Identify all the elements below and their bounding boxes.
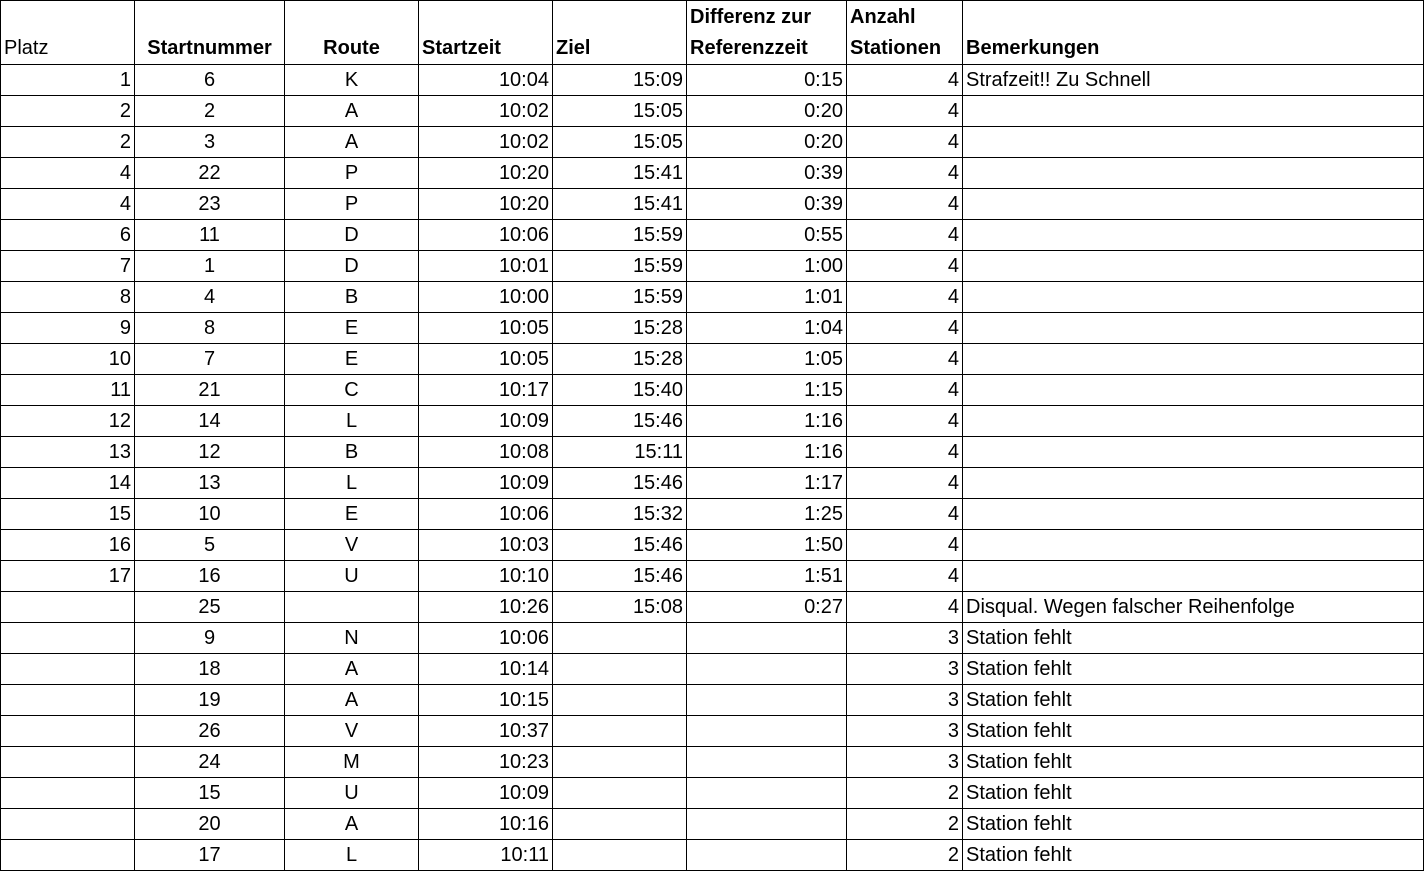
header-differenz-line2: Referenzzeit: [690, 37, 808, 59]
table-body: [1, 65, 1424, 871]
header-row: [1, 1, 1424, 65]
table-row: [1, 375, 1424, 406]
cell-startnummer[interactable]: 13: [135, 468, 285, 499]
cell-route[interactable]: P: [285, 189, 419, 220]
cell-differenz[interactable]: 0:55: [687, 220, 847, 251]
table-row: [1, 220, 1424, 251]
cell-stationen[interactable]: 4: [847, 375, 963, 406]
cell-stationen[interactable]: 4: [847, 282, 963, 313]
cell-platz[interactable]: 2: [1, 96, 135, 127]
cell-differenz[interactable]: [687, 809, 847, 840]
table-row: [1, 251, 1424, 282]
cell-differenz[interactable]: 0:20: [687, 96, 847, 127]
cell-ziel[interactable]: 15:32: [553, 499, 687, 530]
cell-ziel[interactable]: 15:11: [553, 437, 687, 468]
cell-startzeit[interactable]: 10:05: [419, 344, 553, 375]
cell-platz[interactable]: 2: [1, 127, 135, 158]
cell-startzeit[interactable]: 10:20: [419, 189, 553, 220]
cell-stationen[interactable]: 4: [847, 313, 963, 344]
table-row: [1, 530, 1424, 561]
cell-route[interactable]: L: [285, 406, 419, 437]
cell-stationen[interactable]: 4: [847, 65, 963, 96]
cell-bemerkungen[interactable]: Station fehlt: [963, 685, 1424, 716]
cell-route[interactable]: A: [285, 685, 419, 716]
cell-startnummer[interactable]: 25: [135, 592, 285, 623]
cell-ziel[interactable]: 15:46: [553, 406, 687, 437]
cell-differenz[interactable]: 1:01: [687, 282, 847, 313]
cell-bemerkungen[interactable]: [963, 406, 1424, 437]
cell-differenz[interactable]: 1:05: [687, 344, 847, 375]
cell-platz[interactable]: 9: [1, 313, 135, 344]
cell-platz[interactable]: [1, 840, 135, 871]
table-row: [1, 809, 1424, 840]
table-row: [1, 840, 1424, 871]
cell-ziel[interactable]: 15:40: [553, 375, 687, 406]
cell-route[interactable]: M: [285, 747, 419, 778]
cell-startzeit[interactable]: 10:00: [419, 282, 553, 313]
cell-stationen[interactable]: 4: [847, 344, 963, 375]
cell-stationen[interactable]: 4: [847, 592, 963, 623]
table-row: [1, 313, 1424, 344]
cell-bemerkungen[interactable]: Station fehlt: [963, 623, 1424, 654]
cell-route[interactable]: A: [285, 96, 419, 127]
cell-ziel[interactable]: 15:05: [553, 96, 687, 127]
cell-startzeit[interactable]: 10:37: [419, 716, 553, 747]
cell-platz[interactable]: 17: [1, 561, 135, 592]
cell-platz[interactable]: 15: [1, 499, 135, 530]
cell-ziel[interactable]: 15:28: [553, 313, 687, 344]
cell-platz[interactable]: 6: [1, 220, 135, 251]
cell-differenz[interactable]: [687, 716, 847, 747]
cell-bemerkungen[interactable]: [963, 375, 1424, 406]
cell-differenz[interactable]: [687, 623, 847, 654]
cell-platz[interactable]: 12: [1, 406, 135, 437]
cell-startnummer[interactable]: 26: [135, 716, 285, 747]
header-differenz: [687, 1, 847, 65]
cell-platz[interactable]: 14: [1, 468, 135, 499]
cell-startzeit[interactable]: 10:11: [419, 840, 553, 871]
cell-differenz[interactable]: [687, 747, 847, 778]
cell-startzeit[interactable]: 10:02: [419, 127, 553, 158]
cell-route[interactable]: [285, 592, 419, 623]
cell-startzeit[interactable]: 10:20: [419, 158, 553, 189]
cell-ziel[interactable]: 15:59: [553, 282, 687, 313]
cell-stationen[interactable]: 3: [847, 623, 963, 654]
cell-startnummer[interactable]: 22: [135, 158, 285, 189]
cell-differenz[interactable]: [687, 685, 847, 716]
cell-stationen[interactable]: 4: [847, 468, 963, 499]
cell-route[interactable]: A: [285, 809, 419, 840]
cell-bemerkungen[interactable]: Station fehlt: [963, 778, 1424, 809]
cell-ziel[interactable]: 15:09: [553, 65, 687, 96]
cell-stationen[interactable]: 3: [847, 654, 963, 685]
cell-stationen[interactable]: 4: [847, 561, 963, 592]
header-ziel: Ziel: [553, 1, 687, 65]
cell-startnummer[interactable]: 4: [135, 282, 285, 313]
table-row: [1, 592, 1424, 623]
cell-platz[interactable]: 4: [1, 189, 135, 220]
cell-platz[interactable]: [1, 592, 135, 623]
cell-stationen[interactable]: 2: [847, 840, 963, 871]
cell-ziel[interactable]: [553, 840, 687, 871]
table-row: [1, 561, 1424, 592]
cell-bemerkungen[interactable]: [963, 468, 1424, 499]
cell-platz[interactable]: 1: [1, 65, 135, 96]
cell-bemerkungen[interactable]: [963, 189, 1424, 220]
header-startzeit: Startzeit: [419, 1, 553, 65]
cell-differenz[interactable]: 1:04: [687, 313, 847, 344]
table-row: [1, 282, 1424, 313]
cell-ziel[interactable]: 15:05: [553, 127, 687, 158]
cell-platz[interactable]: 13: [1, 437, 135, 468]
cell-startzeit[interactable]: 10:26: [419, 592, 553, 623]
cell-platz[interactable]: 11: [1, 375, 135, 406]
cell-ziel[interactable]: 15:59: [553, 251, 687, 282]
cell-platz[interactable]: 7: [1, 251, 135, 282]
cell-stationen[interactable]: 4: [847, 127, 963, 158]
cell-differenz[interactable]: 0:39: [687, 189, 847, 220]
cell-startzeit[interactable]: 10:23: [419, 747, 553, 778]
cell-startnummer[interactable]: 23: [135, 189, 285, 220]
cell-stationen[interactable]: 4: [847, 499, 963, 530]
cell-route[interactable]: U: [285, 778, 419, 809]
cell-startnummer[interactable]: 17: [135, 840, 285, 871]
cell-startzeit[interactable]: 10:06: [419, 499, 553, 530]
cell-platz[interactable]: [1, 778, 135, 809]
cell-startzeit[interactable]: 10:17: [419, 375, 553, 406]
cell-bemerkungen[interactable]: Station fehlt: [963, 840, 1424, 871]
cell-stationen[interactable]: 4: [847, 406, 963, 437]
header-differenz-line1: Differenz zur: [690, 6, 812, 28]
cell-ziel[interactable]: 15:46: [553, 530, 687, 561]
header-startnummer: Startnummer: [135, 1, 285, 65]
cell-startzeit[interactable]: 10:16: [419, 809, 553, 840]
table-row: [1, 406, 1424, 437]
cell-ziel[interactable]: [553, 716, 687, 747]
cell-ziel[interactable]: [553, 685, 687, 716]
cell-startnummer[interactable]: 5: [135, 530, 285, 561]
cell-startzeit[interactable]: 10:08: [419, 437, 553, 468]
cell-differenz[interactable]: 1:51: [687, 561, 847, 592]
cell-startnummer[interactable]: 3: [135, 127, 285, 158]
cell-bemerkungen[interactable]: [963, 96, 1424, 127]
cell-differenz[interactable]: 0:27: [687, 592, 847, 623]
cell-startnummer[interactable]: 24: [135, 747, 285, 778]
cell-startzeit[interactable]: 10:15: [419, 685, 553, 716]
cell-bemerkungen[interactable]: Station fehlt: [963, 809, 1424, 840]
cell-platz[interactable]: [1, 685, 135, 716]
cell-startzeit[interactable]: 10:05: [419, 313, 553, 344]
cell-route[interactable]: B: [285, 282, 419, 313]
cell-bemerkungen[interactable]: Disqual. Wegen falscher Reihenfolge: [963, 592, 1424, 623]
cell-stationen[interactable]: 3: [847, 716, 963, 747]
cell-platz[interactable]: [1, 747, 135, 778]
cell-differenz[interactable]: 1:00: [687, 251, 847, 282]
table-row: [1, 344, 1424, 375]
cell-startzeit[interactable]: 10:06: [419, 623, 553, 654]
cell-startnummer[interactable]: 7: [135, 344, 285, 375]
cell-ziel[interactable]: 15:46: [553, 468, 687, 499]
cell-differenz[interactable]: 0:15: [687, 65, 847, 96]
cell-startzeit[interactable]: 10:06: [419, 220, 553, 251]
cell-differenz[interactable]: [687, 840, 847, 871]
cell-route[interactable]: E: [285, 499, 419, 530]
cell-platz[interactable]: 10: [1, 344, 135, 375]
cell-stationen[interactable]: 4: [847, 96, 963, 127]
table-row: [1, 623, 1424, 654]
cell-ziel[interactable]: 15:41: [553, 158, 687, 189]
header-platz: Platz: [1, 1, 135, 65]
cell-bemerkungen[interactable]: [963, 530, 1424, 561]
cell-bemerkungen[interactable]: [963, 313, 1424, 344]
cell-stationen[interactable]: 4: [847, 220, 963, 251]
cell-differenz[interactable]: 0:39: [687, 158, 847, 189]
header-stationen-line1: Anzahl: [850, 6, 916, 28]
cell-platz[interactable]: 8: [1, 282, 135, 313]
cell-bemerkungen[interactable]: [963, 127, 1424, 158]
header-stationen-line2: Stationen: [850, 37, 942, 59]
cell-ziel[interactable]: [553, 778, 687, 809]
cell-startnummer[interactable]: 11: [135, 220, 285, 251]
cell-bemerkungen[interactable]: [963, 282, 1424, 313]
table-row: [1, 747, 1424, 778]
header-stationen: [847, 1, 963, 65]
cell-route[interactable]: C: [285, 375, 419, 406]
cell-startnummer[interactable]: 21: [135, 375, 285, 406]
cell-ziel[interactable]: 15:28: [553, 344, 687, 375]
cell-route[interactable]: V: [285, 530, 419, 561]
table-row: [1, 499, 1424, 530]
cell-platz[interactable]: [1, 809, 135, 840]
cell-route[interactable]: E: [285, 344, 419, 375]
cell-differenz[interactable]: 0:20: [687, 127, 847, 158]
cell-platz[interactable]: 16: [1, 530, 135, 561]
cell-bemerkungen[interactable]: [963, 561, 1424, 592]
cell-startzeit[interactable]: 10:09: [419, 406, 553, 437]
cell-stationen[interactable]: 4: [847, 189, 963, 220]
cell-differenz[interactable]: 1:25: [687, 499, 847, 530]
cell-stationen[interactable]: 2: [847, 809, 963, 840]
cell-stationen[interactable]: 3: [847, 685, 963, 716]
cell-bemerkungen[interactable]: Strafzeit!! Zu Schnell: [963, 65, 1424, 96]
table-row: [1, 189, 1424, 220]
table-row: [1, 468, 1424, 499]
cell-startzeit[interactable]: 10:09: [419, 778, 553, 809]
table-row: [1, 716, 1424, 747]
cell-platz[interactable]: [1, 623, 135, 654]
cell-startnummer[interactable]: 14: [135, 406, 285, 437]
table-row: [1, 778, 1424, 809]
cell-differenz[interactable]: 1:16: [687, 437, 847, 468]
cell-startzeit[interactable]: 10:01: [419, 251, 553, 282]
cell-bemerkungen[interactable]: [963, 344, 1424, 375]
cell-bemerkungen[interactable]: [963, 437, 1424, 468]
cell-differenz[interactable]: 1:17: [687, 468, 847, 499]
cell-stationen[interactable]: 2: [847, 778, 963, 809]
cell-route[interactable]: E: [285, 313, 419, 344]
cell-route[interactable]: P: [285, 158, 419, 189]
header-route: Route: [285, 1, 419, 65]
cell-platz[interactable]: 4: [1, 158, 135, 189]
cell-stationen[interactable]: 4: [847, 158, 963, 189]
cell-differenz[interactable]: [687, 654, 847, 685]
cell-stationen[interactable]: 3: [847, 747, 963, 778]
cell-bemerkungen[interactable]: [963, 499, 1424, 530]
cell-ziel[interactable]: 15:08: [553, 592, 687, 623]
cell-route[interactable]: A: [285, 654, 419, 685]
cell-startnummer[interactable]: 20: [135, 809, 285, 840]
cell-differenz[interactable]: 1:50: [687, 530, 847, 561]
cell-route[interactable]: U: [285, 561, 419, 592]
cell-ziel[interactable]: 15:41: [553, 189, 687, 220]
table-row: [1, 437, 1424, 468]
cell-route[interactable]: A: [285, 127, 419, 158]
cell-ziel[interactable]: [553, 623, 687, 654]
cell-startnummer[interactable]: 15: [135, 778, 285, 809]
cell-startnummer[interactable]: 12: [135, 437, 285, 468]
cell-bemerkungen[interactable]: Station fehlt: [963, 747, 1424, 778]
cell-startzeit[interactable]: 10:04: [419, 65, 553, 96]
cell-startzeit[interactable]: 10:10: [419, 561, 553, 592]
header-bemerkungen: Bemerkungen: [963, 1, 1424, 65]
cell-startnummer[interactable]: 6: [135, 65, 285, 96]
cell-ziel[interactable]: [553, 654, 687, 685]
cell-ziel[interactable]: [553, 809, 687, 840]
cell-startzeit[interactable]: 10:14: [419, 654, 553, 685]
cell-stationen[interactable]: 4: [847, 437, 963, 468]
table-row: [1, 96, 1424, 127]
cell-differenz[interactable]: 1:16: [687, 406, 847, 437]
cell-startnummer[interactable]: 9: [135, 623, 285, 654]
cell-startnummer[interactable]: 8: [135, 313, 285, 344]
cell-startnummer[interactable]: 18: [135, 654, 285, 685]
cell-startnummer[interactable]: 19: [135, 685, 285, 716]
cell-bemerkungen[interactable]: [963, 158, 1424, 189]
cell-startnummer[interactable]: 1: [135, 251, 285, 282]
cell-differenz[interactable]: 1:15: [687, 375, 847, 406]
cell-route[interactable]: N: [285, 623, 419, 654]
cell-route[interactable]: L: [285, 840, 419, 871]
cell-route[interactable]: L: [285, 468, 419, 499]
cell-ziel[interactable]: 15:59: [553, 220, 687, 251]
cell-bemerkungen[interactable]: Station fehlt: [963, 716, 1424, 747]
cell-startnummer[interactable]: 2: [135, 96, 285, 127]
table-row: [1, 158, 1424, 189]
cell-route[interactable]: D: [285, 220, 419, 251]
cell-bemerkungen[interactable]: Station fehlt: [963, 654, 1424, 685]
cell-startzeit[interactable]: 10:02: [419, 96, 553, 127]
cell-route[interactable]: D: [285, 251, 419, 282]
cell-route[interactable]: B: [285, 437, 419, 468]
cell-route[interactable]: K: [285, 65, 419, 96]
table-row: [1, 65, 1424, 96]
cell-ziel[interactable]: [553, 747, 687, 778]
cell-stationen[interactable]: 4: [847, 530, 963, 561]
table-row: [1, 654, 1424, 685]
cell-bemerkungen[interactable]: [963, 220, 1424, 251]
cell-route[interactable]: V: [285, 716, 419, 747]
cell-ziel[interactable]: 15:46: [553, 561, 687, 592]
cell-platz[interactable]: [1, 716, 135, 747]
table-row: [1, 685, 1424, 716]
cell-differenz[interactable]: [687, 778, 847, 809]
cell-stationen[interactable]: 4: [847, 251, 963, 282]
cell-platz[interactable]: [1, 654, 135, 685]
cell-startnummer[interactable]: 10: [135, 499, 285, 530]
table-row: [1, 127, 1424, 158]
cell-startzeit[interactable]: 10:09: [419, 468, 553, 499]
cell-bemerkungen[interactable]: [963, 251, 1424, 282]
cell-startnummer[interactable]: 16: [135, 561, 285, 592]
cell-startzeit[interactable]: 10:03: [419, 530, 553, 561]
